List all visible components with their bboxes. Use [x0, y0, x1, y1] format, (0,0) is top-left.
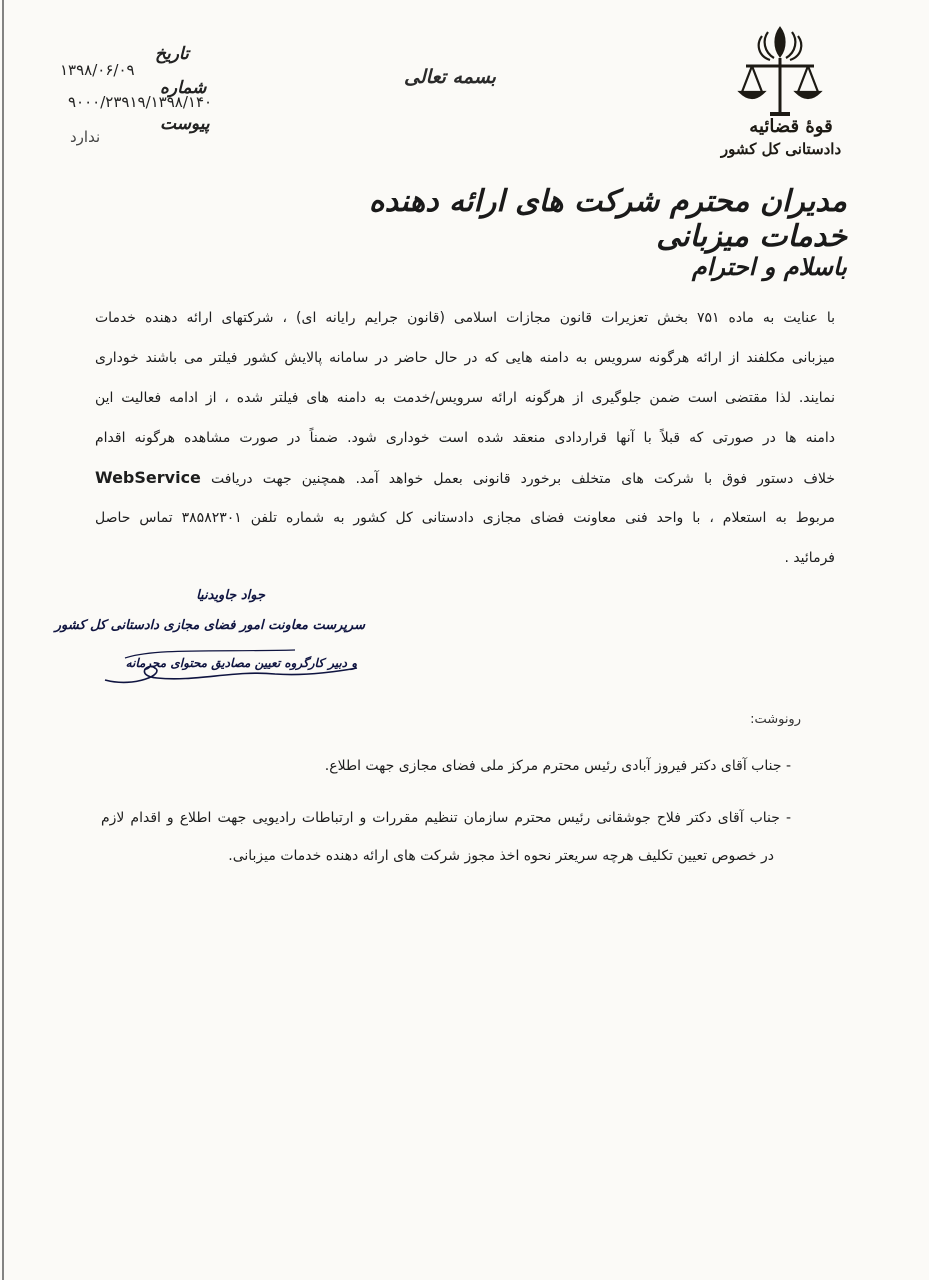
copies-label: رونوشت:: [750, 712, 801, 727]
body-line: دامنه ها در صورتی که قبلاً با آنها قراردادی منعقد شده است خوداری شود. ضمناً در صورت مشاهده هرگونه اقدام: [95, 430, 835, 446]
signature-block: [54, 588, 365, 698]
prosecutor-office-name: دادستانی کل کشور: [720, 140, 842, 158]
webservice-term: WebService: [95, 468, 201, 487]
invocation-heading: بسمه تعالی: [404, 66, 496, 88]
letter-body: [95, 298, 835, 578]
date-value: ۱۳۹۸/۰۶/۰۹: [60, 61, 135, 79]
body-line: فرمائید .: [784, 550, 835, 566]
signatory-subtitle: و دبیر کارگروه تعیین مصادیق محتوای مجرمانه: [125, 656, 357, 670]
scan-edge-line: [2, 0, 4, 1280]
body-line: میزبانی مکلفند از ارائه هرگونه سرویس به دامنه هایی که در حال حاضر در سامانه پالایش کشور فیلتر می باشند خوداری: [95, 350, 835, 366]
body-line: نمایند. لذا مقتضی است ضمن جلوگیری از هرگونه ارائه سرویس/خدمت به دامنه های فیلتر شده ، از ادامه فعالیت این: [95, 390, 835, 406]
signatory-title: سرپرست معاونت امور فضای مجازی دادستانی کل کشور: [54, 618, 365, 633]
addressee: مدیران محترم شرکت های ارائه دهنده خدمات میزبانی: [368, 184, 847, 254]
copy-recipient-continued: در خصوص تعیین تکلیف هرچه سریعتر نحوه اخذ مجوز شرکت های ارائه دهنده خدمات میزبانی.: [228, 848, 774, 864]
body-line-text: خلاف دستور فوق با شرکت های متخلف برخورد قانونی بعمل خواهد آمد. همچنین جهت دریافت: [211, 471, 835, 487]
judiciary-emblem-icon: [730, 22, 830, 122]
judiciary-name: قوهٔ قضائیه: [749, 116, 833, 137]
body-line: مربوط به استعلام ، با واحد فنی معاونت فضای مجازی دادستانی کل کشور به شماره تلفن ۳۸۵۸۲۳۰۱ تماس حاصل: [95, 510, 835, 526]
signatory-name: جواد جاویدنیا: [196, 588, 265, 603]
copy-recipient: - جناب آقای دکتر فیروز آبادی رئیس محترم مرکز ملی فضای مجازی جهت اطلاع.: [324, 758, 791, 774]
attachment-value: ندارد: [70, 128, 101, 146]
body-line: با عنایت به ماده ۷۵۱ بخش تعزیرات قانون مجازات اسلامی (قانون جرایم رایانه ای) ، شرکتهای ارائه دهنده خدمات: [95, 310, 835, 326]
date-label: تاریخ: [155, 44, 189, 64]
greeting: باسلام و احترام: [691, 252, 847, 281]
attachment-label: پیوست: [160, 114, 210, 134]
copy-recipient: - جناب آقای دکتر فلاح جوشقانی رئیس محترم سازمان تنظیم مقررات و ارتباطات رادیویی جهت اطلاع و اقدام لازم: [101, 810, 791, 826]
number-label: شماره: [160, 78, 207, 98]
body-line-webservice: [95, 458, 835, 498]
number-value: ۹۰۰۰/۲۳۹۱۹/۱۳۹۸/۱۴۰: [68, 93, 213, 111]
